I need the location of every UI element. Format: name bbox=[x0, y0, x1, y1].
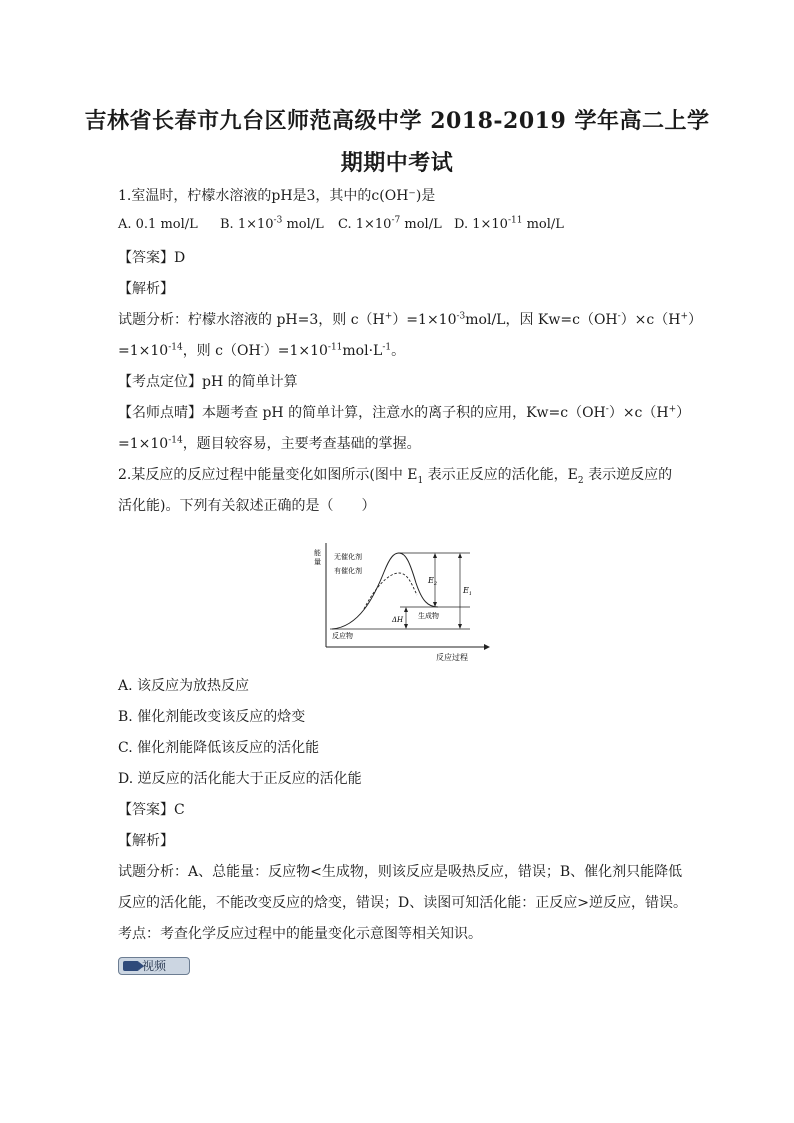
q2-option-b: B. 催化剂能改变该反应的焓变 bbox=[118, 709, 306, 725]
q1-analysis-line-1: 试题分析：柠檬水溶液的 pH=3，则 $c(H^+)=1\times 10^{-3}mol/L$，因 Kw=c（OH-）×c（H+） bbox=[118, 311, 703, 328]
q2-analysis-line-1: 试题分析：A、总能量：反应物<生成物，则该反应是吸热反应，错误；B、催化剂只能降低 bbox=[118, 864, 683, 880]
q2-stem-line-1: 2.某反应的反应过程中能量变化如图所示(图中 $E_1$ 表示正反应的活化能，$E_2$ 表示逆反应的 bbox=[118, 467, 673, 486]
q2-kaodian: 考点：考查化学反应过程中的能量变化示意图等相关知识。 bbox=[118, 926, 482, 942]
e1-label: $E_1$ bbox=[463, 586, 473, 597]
product-label: 生成物 bbox=[418, 612, 439, 620]
x-axis-label: 反应过程 bbox=[436, 653, 468, 662]
video-button[interactable] bbox=[118, 957, 190, 975]
q1-stem: 1.室温时，柠檬水溶液的pH是3，其中的c(OH⁻)是 bbox=[118, 188, 436, 204]
label-no-catalyst: 无催化剂 bbox=[334, 553, 362, 561]
q1-mingshi-line-1: 【名师点晴】本题考查 pH 的简单计算，注意水的离子积的应用，Kw=c（OH-）×c（H+） bbox=[118, 404, 691, 421]
reactant-label: 反应物 bbox=[332, 632, 353, 640]
y-axis-label-char-2: 量 bbox=[314, 558, 321, 566]
y-axis-label-char-1: 能 bbox=[314, 549, 321, 557]
x-axis-arrow bbox=[484, 644, 490, 650]
q1-analysis-heading: 【解析】 bbox=[118, 281, 174, 297]
curve-catalyst bbox=[364, 573, 417, 609]
page-title-line-1: 吉林省长春市九台区师范高级中学 2018-2019 学年高二上学 bbox=[84, 108, 710, 134]
q1-mingshi-line-2: $=1\times 10^{-14}$，题目较容易，主要考查基础的掌握。 bbox=[118, 435, 421, 452]
q2-option-c: C. 催化剂能降低该反应的活化能 bbox=[118, 740, 320, 756]
q1-kaodian: 【考点定位】pH 的简单计算 bbox=[118, 374, 298, 390]
video-button-label: 视频 bbox=[142, 959, 167, 973]
q2-answer: 【答案】C bbox=[118, 802, 185, 818]
e2-label: $E_2$ bbox=[428, 576, 438, 587]
energy-diagram bbox=[304, 537, 504, 665]
q2-analysis-heading: 【解析】 bbox=[118, 833, 174, 849]
q2-option-a: A. 该反应为放热反应 bbox=[118, 678, 250, 694]
q1-option-d: D. $1\times 10^{-11}$ mol/L bbox=[454, 215, 564, 232]
q2-stem-line-2: 活化能)。下列有关叙述正确的是（ ） bbox=[118, 498, 376, 514]
video-camera-icon bbox=[123, 961, 139, 971]
page-title-line-2: 期期中考试 bbox=[340, 150, 454, 176]
q1-option-c: C. $1\times 10^{-7}$ mol/L bbox=[338, 215, 442, 232]
q2-analysis-line-2: 反应的活化能，不能改变反应的焓变，错误；D、读图可知活化能：正反应>逆反应，错误。 bbox=[118, 895, 687, 911]
dh-label: ΔH bbox=[392, 616, 404, 624]
q1-analysis-line-2: $=1\times 10^{-14}$，则 $c(OH^-)=1\times 10^{-11}mol\cdot L^{-1}$。 bbox=[118, 342, 406, 359]
q2-option-d: D. 逆反应的活化能大于正反应的活化能 bbox=[118, 771, 362, 787]
q1-answer: 【答案】D bbox=[118, 250, 186, 266]
q1-option-b: B. $1\times 10^{-3}$ mol/L bbox=[220, 215, 324, 232]
q1-option-a: A. 0.1 mol/L bbox=[118, 217, 198, 232]
label-catalyst: 有催化剂 bbox=[334, 567, 362, 575]
